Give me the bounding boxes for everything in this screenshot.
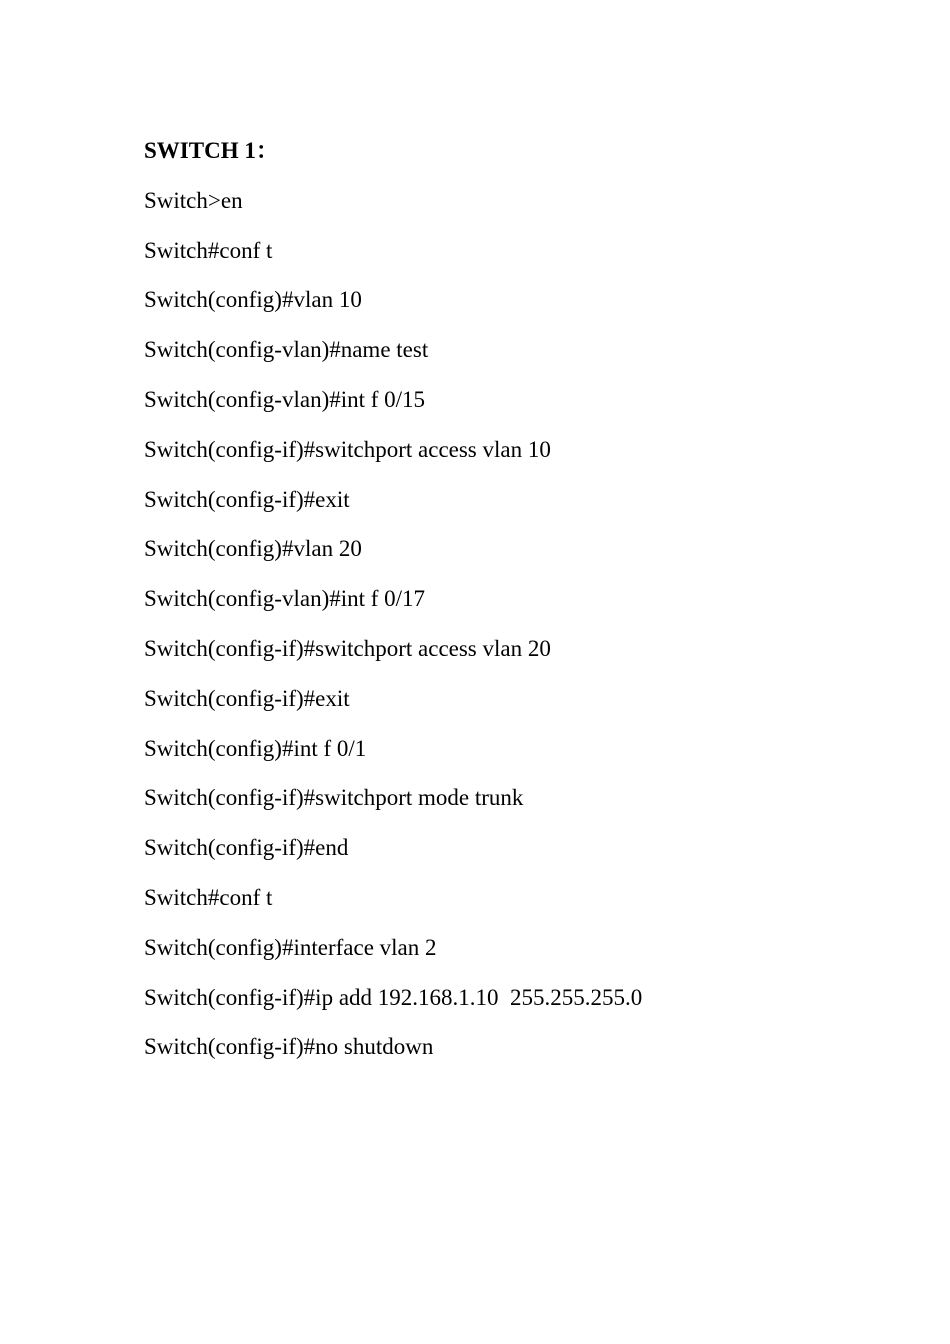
command-line: Switch(config-if)#no shutdown — [144, 1034, 434, 1060]
command-line: Switch(config)#vlan 20 — [144, 536, 362, 562]
command-line: Switch(config-if)#switchport access vlan 10 — [144, 436, 551, 462]
command-line: Switch(config-if)#switchport access vlan 20 — [144, 635, 551, 661]
document-body — [144, 134, 904, 1080]
command-line: Switch(config-if)#exit — [144, 685, 350, 711]
command-line: Switch(config-if)#switchport mode trunk — [144, 785, 524, 811]
command-line: Switch(config-vlan)#name test — [144, 337, 429, 363]
section-heading: SWITCH 1： — [144, 138, 279, 163]
command-line: Switch(config-vlan)#int f 0/15 — [144, 386, 426, 412]
command-line: Switch>en — [144, 187, 243, 213]
command-line: Switch(config-if)#ip add 192.168.1.10 255.255.255.0 — [144, 984, 643, 1010]
command-line: Switch#conf t — [144, 237, 273, 263]
command-line: Switch(config-if)#end — [144, 835, 349, 861]
command-line: Switch(config-if)#exit — [144, 486, 350, 512]
command-line: Switch(config)#vlan 10 — [144, 287, 362, 313]
command-line: Switch#conf t — [144, 884, 273, 910]
command-line: Switch(config-vlan)#int f 0/17 — [144, 586, 426, 612]
command-line: Switch(config)#int f 0/1 — [144, 735, 367, 761]
command-line: Switch(config)#interface vlan 2 — [144, 934, 437, 960]
